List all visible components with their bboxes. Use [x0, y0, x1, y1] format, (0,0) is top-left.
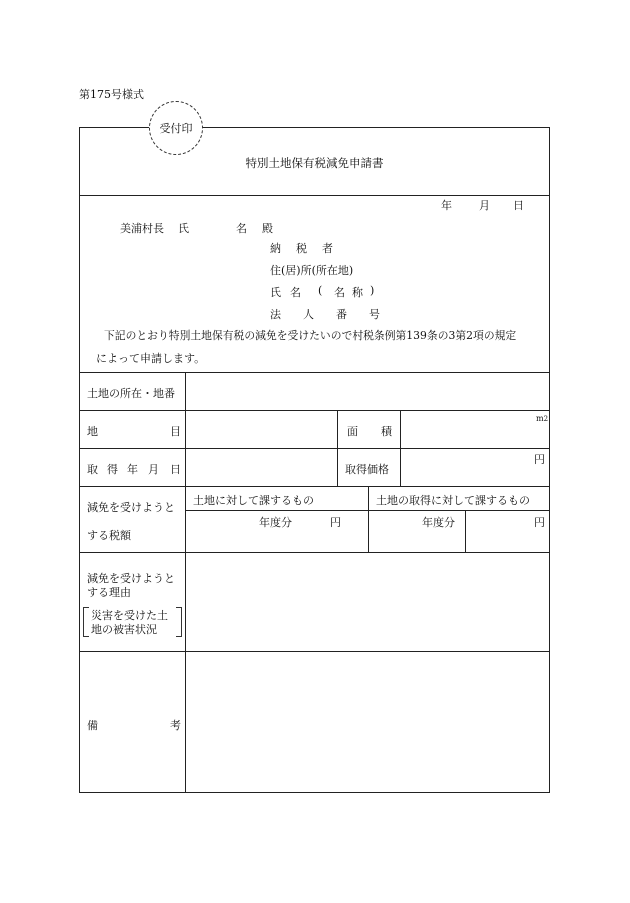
name-char-1: 氏: [270, 286, 281, 299]
tax-label-line-2: する税額: [87, 529, 131, 542]
rule-label-column: [185, 372, 186, 793]
corp-number-char-3: 番: [336, 308, 347, 321]
rule-title-bottom: [79, 195, 550, 196]
chimoku-label-char-1: 地: [87, 425, 98, 438]
chimoku-label-char-2: 目: [170, 425, 181, 438]
date-month: 月: [479, 199, 490, 212]
taxpayer-char-3: 者: [322, 242, 333, 255]
name-char-3: (: [318, 284, 323, 297]
rule-reason-bottom: [79, 651, 550, 652]
reason-label-line-2: する理由: [87, 586, 131, 599]
addressee-shi: 氏: [178, 222, 189, 235]
area-unit: m2: [536, 414, 549, 423]
reception-stamp-circle: [149, 101, 203, 155]
rule-tax-split: [368, 486, 369, 552]
rule-tax-bottom: [79, 552, 550, 553]
addressee-mayor: 美浦村長: [120, 222, 164, 235]
corp-number-char-4: 号: [369, 308, 380, 321]
applicant-address-label: 住(居)所(所在地): [270, 264, 354, 277]
acq-date-char-4: 月: [148, 463, 159, 476]
acq-date-char-5: 日: [170, 463, 181, 476]
addressee-den: 殿: [262, 222, 273, 235]
date-year: 年: [441, 199, 452, 212]
taxpayer-char-1: 納: [270, 242, 281, 255]
acq-date-char-1: 取: [87, 463, 98, 476]
rule-acq-bottom: [79, 486, 550, 487]
name-char-6: ): [370, 284, 375, 297]
tax-label-line-1: 減免を受けようと: [87, 501, 175, 514]
acq-tax-fy: 年度分: [422, 516, 455, 529]
statement-line-2: によって申請します。: [96, 352, 206, 365]
disaster-label-line-2: 地の被害状況: [91, 623, 157, 636]
form-title: 特別土地保有税減免申請書: [245, 156, 384, 170]
land-tax-header: 土地に対して課するもの: [193, 494, 314, 507]
date-day: 日: [513, 199, 524, 212]
taxpayer-char-2: 税: [296, 242, 307, 255]
remarks-label-char-2: 考: [170, 719, 181, 732]
acq-date-char-3: 年: [127, 463, 138, 476]
form-number: 第175号様式: [79, 88, 144, 101]
addressee-mei: 名: [236, 222, 247, 235]
statement-line-1: 下記のとおり特別土地保有税の減免を受けたいので村税条例第139条の3第2項の規定: [104, 329, 517, 342]
land-tax-fy: 年度分: [259, 516, 292, 529]
disaster-label-line-1: 災害を受けた土: [91, 609, 168, 622]
corp-number-char-1: 法: [270, 308, 281, 321]
bracket-left: [83, 607, 89, 637]
bracket-right: [176, 607, 182, 637]
stamp-label: 受付印: [159, 122, 193, 135]
acq-price-yen: 円: [534, 453, 545, 466]
acq-date-char-2: 得: [107, 463, 118, 476]
rule-mid-right: [400, 410, 401, 486]
name-char-2: 名: [290, 286, 301, 299]
rule-chimoku-bottom: [79, 448, 550, 449]
remarks-label-char-1: 備: [87, 719, 98, 732]
rule-location-bottom: [79, 410, 550, 411]
name-char-4: 名: [334, 286, 345, 299]
reason-label-line-1: 減免を受けようと: [87, 572, 175, 585]
name-char-5: 称: [352, 286, 363, 299]
acq-price-label: 取得価格: [345, 463, 389, 476]
acq-tax-yen: 円: [534, 516, 545, 529]
land-tax-yen: 円: [330, 516, 341, 529]
rule-tax-yen-split: [465, 510, 466, 552]
rule-header-bottom: [79, 372, 550, 373]
location-label: 土地の所在・地番: [87, 387, 175, 400]
acq-tax-header: 土地の取得に対して課するもの: [376, 494, 530, 507]
rule-mid-left: [337, 410, 338, 486]
corp-number-char-2: 人: [303, 308, 314, 321]
area-label-char-2: 積: [381, 425, 392, 438]
area-label-char-1: 面: [347, 425, 358, 438]
